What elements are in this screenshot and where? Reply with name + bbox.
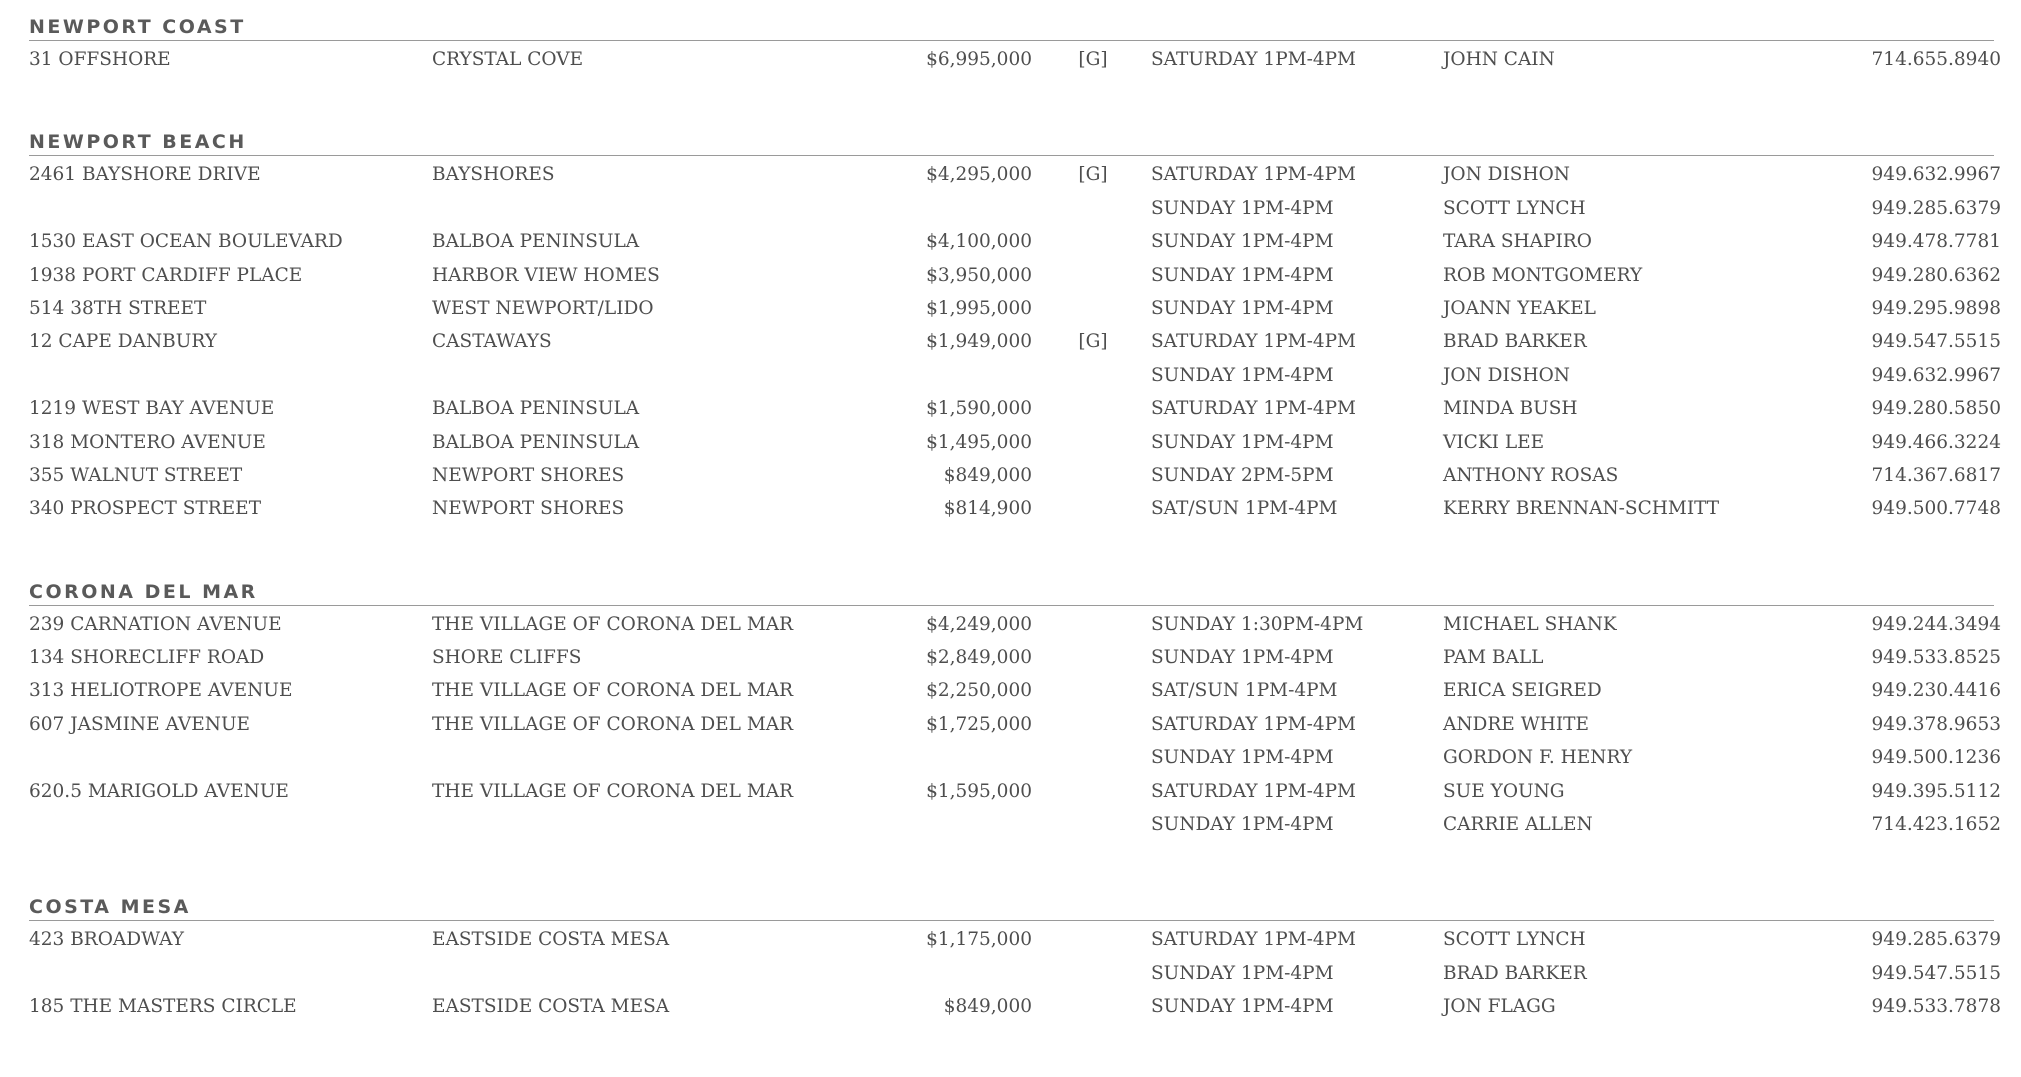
- listing-row: [29, 608, 2001, 641]
- listing-price: $1,995,000: [926, 297, 1032, 319]
- listing-address: [29, 359, 432, 392]
- gated-flag: [1032, 259, 1151, 292]
- listing-address: [29, 808, 432, 841]
- listing-price: [832, 192, 1032, 225]
- agent-phone: 949.466.3224: [1871, 431, 2001, 453]
- listing-price: $2,250,000: [926, 680, 1032, 702]
- listing-row: [29, 259, 2001, 292]
- listing-price: $849,000: [943, 996, 1032, 1018]
- listing-price: $1,590,000: [926, 398, 1032, 420]
- agent-phone: 949.285.6379: [1871, 197, 2001, 219]
- agent-phone: 714.367.6817: [1871, 464, 2001, 486]
- agent-name: MINDA BUSH: [1443, 398, 1578, 420]
- listing-row: [29, 923, 2001, 956]
- agent-phone: 949.632.9967: [1871, 164, 2001, 186]
- agent-phone: 949.533.8525: [1871, 647, 2001, 669]
- listing-price: $6,995,000: [926, 49, 1032, 70]
- open-house-time: SUNDAY 1PM-4PM: [1151, 431, 1334, 453]
- listing-row: [29, 325, 2001, 358]
- listing-price: $1,175,000: [926, 929, 1032, 951]
- section-newport-coast: [29, 14, 2001, 76]
- open-house-time: SUNDAY 1PM-4PM: [1151, 747, 1334, 769]
- agent-phone: 949.395.5112: [1871, 780, 2001, 802]
- listing-neighborhood: CRYSTAL COVE: [432, 49, 584, 70]
- agent-name: JON DISHON: [1443, 164, 1570, 186]
- open-house-time: SUNDAY 2PM-5PM: [1151, 464, 1334, 486]
- open-house-time: SUNDAY 1PM-4PM: [1151, 264, 1334, 286]
- listing-address: 2461 BAYSHORE DRIVE: [29, 164, 261, 186]
- listing-row: [29, 741, 2001, 774]
- agent-name: SCOTT LYNCH: [1443, 929, 1586, 951]
- agent-name: ERICA SEIGRED: [1443, 680, 1602, 702]
- agent-name: MICHAEL SHANK: [1443, 613, 1617, 635]
- open-house-time: SAT/SUN 1PM-4PM: [1151, 498, 1338, 520]
- gated-flag: [G]: [1078, 331, 1108, 353]
- listing-address: [29, 957, 432, 990]
- listing-neighborhood: WEST NEWPORT/LIDO: [432, 297, 654, 319]
- listing-neighborhood: EASTSIDE COSTA MESA: [432, 929, 670, 951]
- agent-phone: 949.478.7781: [1871, 231, 2001, 253]
- listing-neighborhood: THE VILLAGE OF CORONA DEL MAR: [432, 613, 794, 635]
- section-title: COSTA MESA: [29, 894, 1994, 921]
- listing-price: [832, 741, 1032, 774]
- gated-flag: [1032, 608, 1151, 641]
- agent-name: SCOTT LYNCH: [1443, 197, 1586, 219]
- listing-row: [29, 990, 2001, 1023]
- listing-price: $1,725,000: [926, 713, 1032, 735]
- open-house-time: SUNDAY 1PM-4PM: [1151, 962, 1334, 984]
- open-house-time: SUNDAY 1PM-4PM: [1151, 647, 1334, 669]
- listing-price: [832, 359, 1032, 392]
- listing-row: [29, 192, 2001, 225]
- listing-neighborhood: THE VILLAGE OF CORONA DEL MAR: [432, 680, 794, 702]
- gated-flag: [1032, 808, 1151, 841]
- agent-name: KERRY BRENNAN-SCHMITT: [1443, 498, 1720, 520]
- listing-neighborhood: [432, 192, 832, 225]
- agent-name: SUE YOUNG: [1443, 780, 1565, 802]
- open-house-listings: [29, 14, 2001, 1077]
- listing-row: [29, 392, 2001, 425]
- listing-address: 355 WALNUT STREET: [29, 464, 243, 486]
- listing-neighborhood: BALBOA PENINSULA: [432, 231, 640, 253]
- listing-row: [29, 225, 2001, 258]
- listing-neighborhood: [432, 359, 832, 392]
- listing-address: 31 OFFSHORE: [29, 49, 171, 70]
- open-house-time: SUNDAY 1PM-4PM: [1151, 297, 1334, 319]
- open-house-time: SAT/SUN 1PM-4PM: [1151, 680, 1338, 702]
- agent-phone: 949.547.5515: [1871, 331, 2001, 353]
- gated-flag: [1032, 775, 1151, 808]
- agent-name: BRAD BARKER: [1443, 331, 1587, 353]
- listing-address: 1219 WEST BAY AVENUE: [29, 398, 275, 420]
- open-house-time: SATURDAY 1PM-4PM: [1151, 929, 1356, 951]
- gated-flag: [1032, 192, 1151, 225]
- gated-flag: [1032, 392, 1151, 425]
- gated-flag: [1032, 990, 1151, 1023]
- listing-address: 1938 PORT CARDIFF PLACE: [29, 264, 303, 286]
- section-title: NEWPORT BEACH: [29, 129, 1994, 156]
- listing-row: [29, 641, 2001, 674]
- listing-price: $849,000: [943, 464, 1032, 486]
- agent-name: ANTHONY ROSAS: [1443, 464, 1619, 486]
- listing-neighborhood: BALBOA PENINSULA: [432, 398, 640, 420]
- gated-flag: [1032, 957, 1151, 990]
- section-costa-mesa: [29, 894, 2001, 1023]
- listing-row: [29, 426, 2001, 459]
- listing-row: [29, 957, 2001, 990]
- open-house-time: SATURDAY 1PM-4PM: [1151, 398, 1356, 420]
- agent-phone: 949.244.3494: [1871, 613, 2001, 635]
- listing-neighborhood: BAYSHORES: [432, 164, 555, 186]
- listing-address: [29, 741, 432, 774]
- listing-neighborhood: [432, 808, 832, 841]
- listing-row: [29, 674, 2001, 707]
- listing-price: [832, 808, 1032, 841]
- listing-address: [29, 192, 432, 225]
- agent-name: JOHN CAIN: [1443, 49, 1555, 70]
- listing-price: $3,950,000: [926, 264, 1032, 286]
- listing-neighborhood: HARBOR VIEW HOMES: [432, 264, 660, 286]
- listing-price: $2,849,000: [926, 647, 1032, 669]
- open-house-time: SUNDAY 1PM-4PM: [1151, 996, 1334, 1018]
- listing-price: $1,949,000: [926, 331, 1032, 353]
- agent-phone: 949.285.6379: [1871, 929, 2001, 951]
- listing-row: [29, 359, 2001, 392]
- listing-address: 607 JASMINE AVENUE: [29, 713, 251, 735]
- listing-row: [29, 708, 2001, 741]
- agent-name: BRAD BARKER: [1443, 962, 1587, 984]
- open-house-time: SUNDAY 1PM-4PM: [1151, 814, 1334, 836]
- listing-neighborhood: CASTAWAYS: [432, 331, 552, 353]
- listing-address: 239 CARNATION AVENUE: [29, 613, 282, 635]
- listing-price: $1,595,000: [926, 780, 1032, 802]
- section-title: NEWPORT COAST: [29, 14, 1994, 41]
- listing-address: 1530 EAST OCEAN BOULEVARD: [29, 231, 343, 253]
- gated-flag: [G]: [1078, 49, 1108, 70]
- listing-neighborhood: THE VILLAGE OF CORONA DEL MAR: [432, 780, 794, 802]
- listing-address: 340 PROSPECT STREET: [29, 498, 262, 520]
- agent-name: JOANN YEAKEL: [1443, 297, 1596, 319]
- agent-phone: 949.280.6362: [1871, 264, 2001, 286]
- gated-flag: [1032, 459, 1151, 492]
- open-house-time: SATURDAY 1PM-4PM: [1151, 164, 1356, 186]
- gated-flag: [G]: [1078, 164, 1108, 186]
- listing-price: $4,100,000: [926, 231, 1032, 253]
- listing-row: [29, 158, 2001, 191]
- agent-name: ROB MONTGOMERY: [1443, 264, 1643, 286]
- agent-name: PAM BALL: [1443, 647, 1544, 669]
- gated-flag: [1032, 641, 1151, 674]
- agent-phone: 949.378.9653: [1871, 713, 2001, 735]
- listing-row: [29, 492, 2001, 525]
- listing-neighborhood: [432, 741, 832, 774]
- listing-neighborhood: BALBOA PENINSULA: [432, 431, 640, 453]
- gated-flag: [1032, 292, 1151, 325]
- section-corona-del-mar: [29, 579, 2001, 842]
- agent-name: JON DISHON: [1443, 364, 1570, 386]
- listing-neighborhood: NEWPORT SHORES: [432, 498, 625, 520]
- gated-flag: [1032, 741, 1151, 774]
- listing-address: 313 HELIOTROPE AVENUE: [29, 680, 293, 702]
- listing-row: [29, 775, 2001, 808]
- listing-neighborhood: SHORE CLIFFS: [432, 647, 582, 669]
- gated-flag: [1032, 923, 1151, 956]
- listing-price: $4,249,000: [926, 613, 1032, 635]
- agent-name: ANDRE WHITE: [1443, 713, 1589, 735]
- listing-row: [29, 43, 2001, 76]
- open-house-time: SATURDAY 1PM-4PM: [1151, 49, 1356, 70]
- agent-phone: 949.230.4416: [1871, 680, 2001, 702]
- listing-price: $1,495,000: [926, 431, 1032, 453]
- agent-name: TARA SHAPIRO: [1443, 231, 1592, 253]
- listing-price: $4,295,000: [926, 164, 1032, 186]
- listing-address: 423 BROADWAY: [29, 929, 184, 951]
- agent-phone: 949.632.9967: [1871, 364, 2001, 386]
- listing-neighborhood: EASTSIDE COSTA MESA: [432, 996, 670, 1018]
- open-house-time: SUNDAY 1PM-4PM: [1151, 364, 1334, 386]
- open-house-time: SATURDAY 1PM-4PM: [1151, 331, 1356, 353]
- listing-price: [832, 957, 1032, 990]
- listing-address: 514 38TH STREET: [29, 297, 207, 319]
- open-house-time: SUNDAY 1PM-4PM: [1151, 197, 1334, 219]
- listing-address: 620.5 MARIGOLD AVENUE: [29, 780, 289, 802]
- agent-phone: 714.655.8940: [1871, 49, 2001, 70]
- listing-row: [29, 459, 2001, 492]
- listing-address: 134 SHORECLIFF ROAD: [29, 647, 265, 669]
- gated-flag: [1032, 708, 1151, 741]
- open-house-time: SUNDAY 1PM-4PM: [1151, 231, 1334, 253]
- agent-phone: 949.533.7878: [1871, 996, 2001, 1018]
- gated-flag: [1032, 492, 1151, 525]
- agent-phone: 949.500.1236: [1871, 747, 2001, 769]
- agent-phone: 949.280.5850: [1871, 398, 2001, 420]
- gated-flag: [1032, 359, 1151, 392]
- agent-name: GORDON F. HENRY: [1443, 747, 1633, 769]
- open-house-time: SATURDAY 1PM-4PM: [1151, 780, 1356, 802]
- gated-flag: [1032, 225, 1151, 258]
- agent-phone: 949.547.5515: [1871, 962, 2001, 984]
- listing-neighborhood: [432, 957, 832, 990]
- listing-neighborhood: NEWPORT SHORES: [432, 464, 625, 486]
- open-house-time: SUNDAY 1:30PM-4PM: [1151, 613, 1364, 635]
- listing-address: 12 CAPE DANBURY: [29, 331, 217, 353]
- agent-name: VICKI LEE: [1443, 431, 1545, 453]
- section-newport-beach: [29, 129, 2001, 525]
- agent-phone: 949.295.9898: [1871, 297, 2001, 319]
- open-house-time: SATURDAY 1PM-4PM: [1151, 713, 1356, 735]
- gated-flag: [1032, 674, 1151, 707]
- agent-name: JON FLAGG: [1443, 996, 1556, 1018]
- listing-row: [29, 808, 2001, 841]
- agent-name: CARRIE ALLEN: [1443, 814, 1593, 836]
- agent-phone: 949.500.7748: [1871, 498, 2001, 520]
- listing-price: $814,900: [943, 498, 1032, 520]
- section-title: CORONA DEL MAR: [29, 579, 1994, 606]
- listing-address: 318 MONTERO AVENUE: [29, 431, 266, 453]
- listing-neighborhood: THE VILLAGE OF CORONA DEL MAR: [432, 713, 794, 735]
- gated-flag: [1032, 426, 1151, 459]
- listing-row: [29, 292, 2001, 325]
- agent-phone: 714.423.1652: [1871, 814, 2001, 836]
- listing-address: 185 THE MASTERS CIRCLE: [29, 996, 297, 1018]
